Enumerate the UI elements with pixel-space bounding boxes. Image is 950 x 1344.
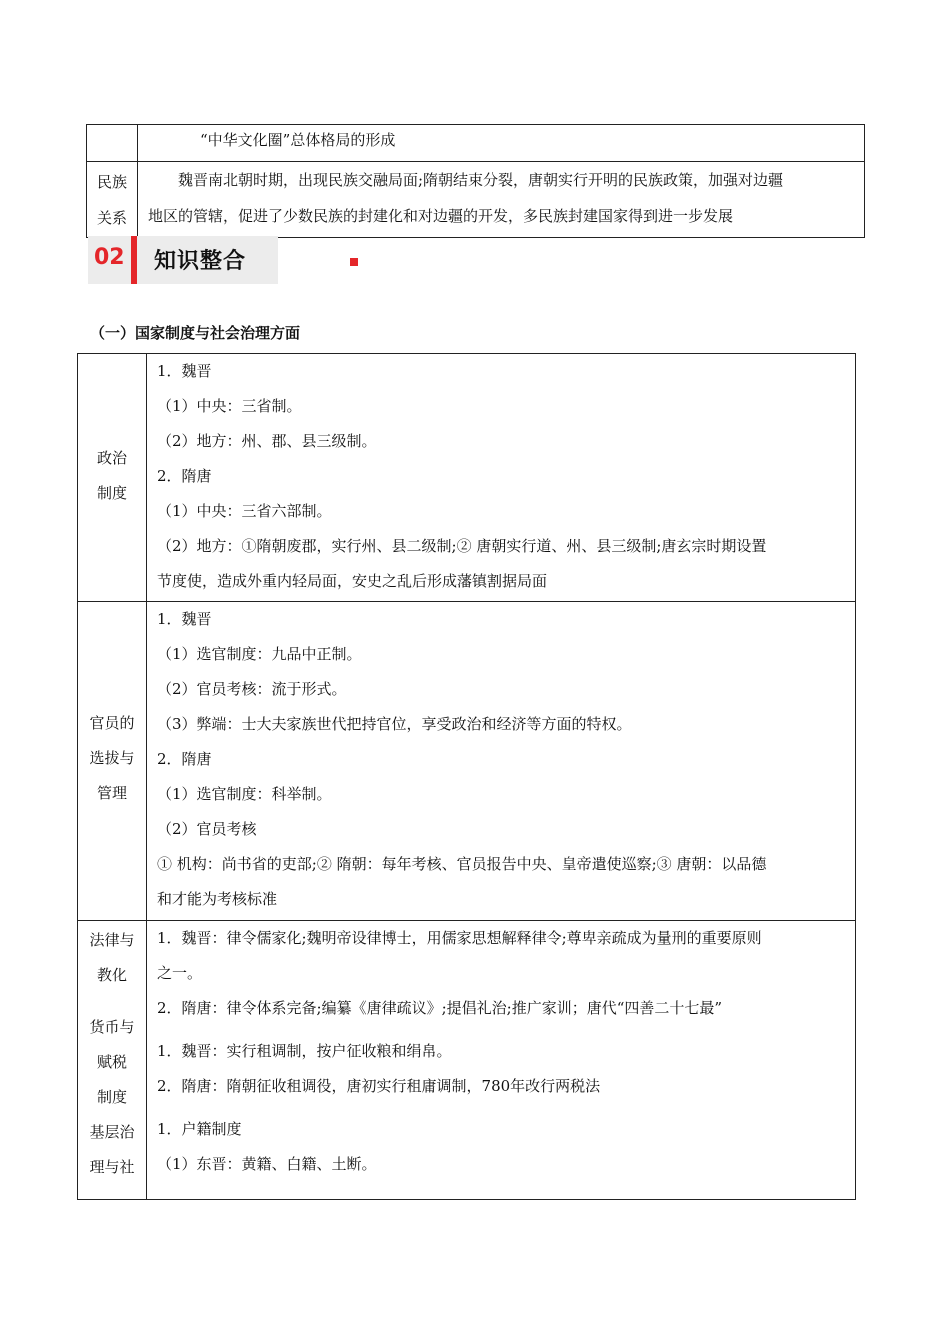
- top-table: [86, 124, 865, 238]
- label-line: 制度: [96, 1088, 127, 1106]
- spacer: [157, 1026, 841, 1034]
- label-line: 官员的: [89, 714, 135, 732]
- label-line: 管理: [96, 784, 127, 802]
- label-line: 理与社: [89, 1158, 135, 1176]
- content-line: （1）中央：三省六部制。: [157, 502, 332, 520]
- label-line: 制度: [96, 484, 127, 502]
- content-line: 2．隋唐: [157, 467, 212, 485]
- content-line: （3）弊端：士大夫家族世代把持官位，享受政治和经济等方面的特权。: [157, 715, 632, 733]
- section-heading: （一）国家制度与社会治理方面: [90, 324, 301, 342]
- table-row: [78, 602, 856, 921]
- label-line: 教化: [96, 966, 127, 984]
- content-line: （2）地方：州、郡、县三级制。: [157, 432, 377, 450]
- row-label: [78, 602, 147, 921]
- banner-title: 知识整合: [154, 249, 247, 274]
- content-line: （1）东晋：黄籍、白籍、土断。: [157, 1155, 377, 1173]
- label-line: 政治: [96, 449, 127, 467]
- label-line: 基层治: [89, 1123, 135, 1141]
- section-banner: [88, 236, 278, 284]
- content-line: 和才能为考核标准: [157, 890, 278, 908]
- label-line: 关系: [96, 209, 127, 227]
- content-line: 1．户籍制度: [157, 1120, 242, 1138]
- table-row: [78, 354, 856, 602]
- row-content: [138, 162, 865, 238]
- row-content: [147, 602, 856, 921]
- label-line: 民族: [96, 173, 127, 191]
- row-label: [87, 162, 138, 238]
- row-label: [78, 921, 147, 1200]
- content-line: 2．隋唐：律令体系完备;编纂《唐律疏议》;提倡礼治;推广家训；唐代“四善二十七最”: [157, 999, 723, 1017]
- content-line: 1．魏晋: [157, 362, 212, 380]
- content-line: （1）选官制度：九品中正制。: [157, 645, 362, 663]
- row-content: [147, 921, 856, 1200]
- label-line: 货币与: [89, 1018, 135, 1036]
- content-line: 2．隋唐: [157, 750, 212, 768]
- table-row: [87, 162, 865, 238]
- label-line: 选拔与: [89, 749, 135, 767]
- content-line: 1．魏晋: [157, 610, 212, 628]
- label-line: 法律与: [89, 931, 135, 949]
- content-line: 魏晋南北朝时期，出现民族交融局面;隋朝结束分裂，唐朝实行开明的民族政策，加强对边疆: [178, 171, 784, 189]
- main-table: [77, 353, 856, 1200]
- content-line: 节度使，造成外重内轻局面，安史之乱后形成藩镇割据局面: [157, 572, 548, 590]
- table-row: [78, 921, 856, 1200]
- content-line: （2）官员考核：流于形式。: [157, 680, 347, 698]
- content-line: “中华文化圈”总体格局的形成: [200, 131, 396, 149]
- label-line: 赋税: [96, 1053, 127, 1071]
- content-line: （2）地方：①隋朝废郡，实行州、县二级制;② 唐朝实行道、州、县三级制;唐玄宗时期设置: [157, 537, 767, 555]
- banner-divider: [131, 236, 137, 284]
- banner-number: 02: [94, 245, 125, 270]
- content-line: 地区的管辖，促进了少数民族的封建化和对边疆的开发，多民族封建国家得到进一步发展: [148, 207, 734, 225]
- row-content: [147, 354, 856, 602]
- table-row: [87, 125, 865, 162]
- content-line: 1．魏晋：律令儒家化;魏明帝设律博士，用儒家思想解释律令;尊卑亲疏成为量刑的重要原则: [157, 929, 762, 947]
- content-line: ① 机构：尚书省的吏部;② 隋朝：每年考核、官员报告中央、皇帝遣使巡察;③ 唐朝：以品德: [157, 855, 767, 873]
- row-label: [87, 125, 138, 162]
- content-line: （1）选官制度：科举制。: [157, 785, 332, 803]
- content-line: （1）中央：三省制。: [157, 397, 302, 415]
- content-line: 2．隋唐：隋朝征收租调役，唐初实行租庸调制，780年改行两税法: [157, 1077, 601, 1095]
- row-content: [138, 125, 865, 162]
- row-label: [78, 354, 147, 602]
- square-bullet-icon: [350, 258, 358, 266]
- spacer: [157, 1104, 841, 1112]
- content-line: 之一。: [157, 964, 203, 982]
- content-line: 1．魏晋：实行租调制，按户征收粮和绢帛。: [157, 1042, 452, 1060]
- content-line: （2）官员考核: [157, 820, 257, 838]
